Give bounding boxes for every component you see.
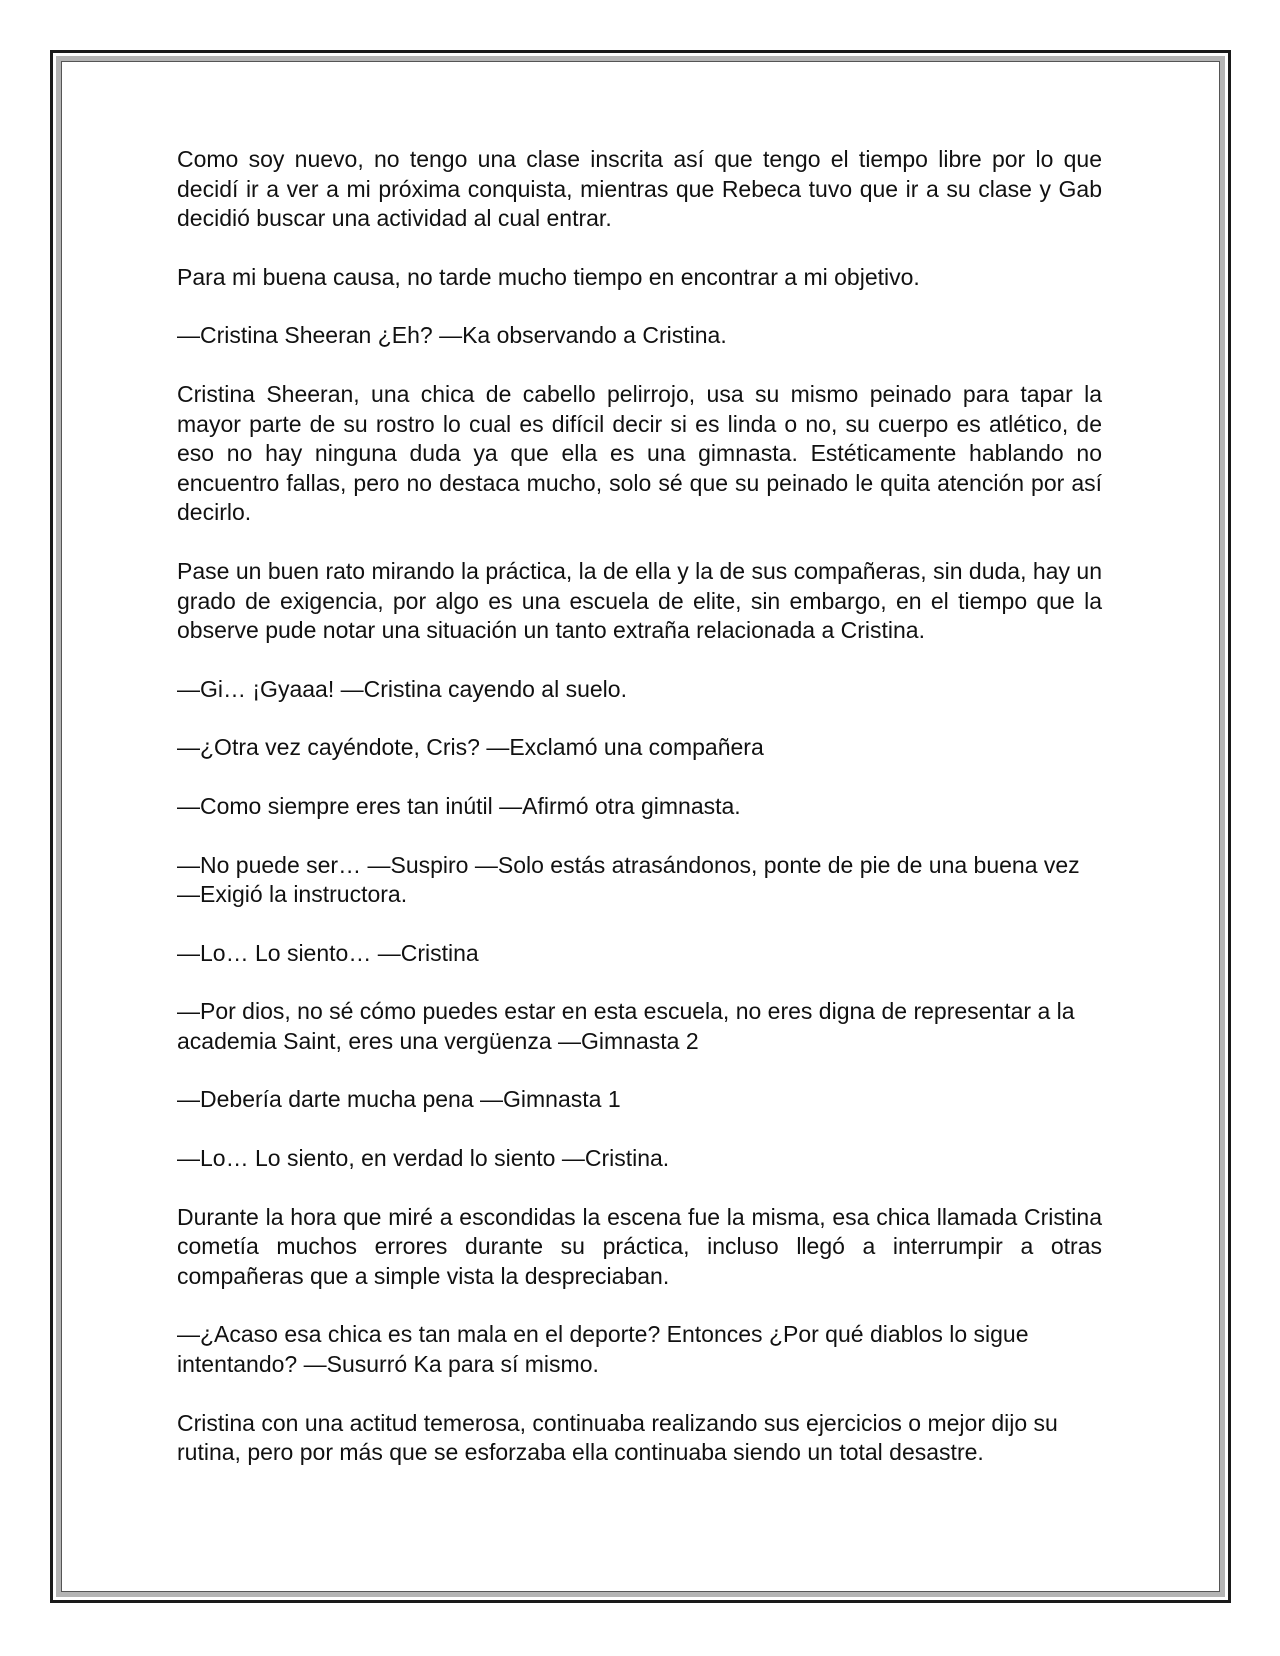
dialogue-line: —Lo… Lo siento… —Cristina <box>177 939 479 966</box>
dialogue-line: —Cristina Sheeran ¿Eh? —Ka observando a Cristina. <box>177 322 727 349</box>
dialogue-line: —Gi… ¡Gyaaa! —Cristina cayendo al suelo. <box>177 675 627 702</box>
paragraph-4: Cristina Sheeran, una chica de cabello pelirrojo, usa su mismo peinado para tapar la mayor parte de su rostro lo cual es difícil decir si es linda o no, su cuerpo es atlético, de eso no hay ninguna duda ya que ella es una gimnasta. Estéticamente hablando no encuentro fallas, pero no destaca mucho, solo sé que su peinado le quita atención por así decirlo. <box>177 380 1102 526</box>
paragraph-16: Cristina con una actitud temerosa, continuaba realizando sus ejercicios o mejor dijo su rutina, pero por más que se esforzaba ella continuaba siendo un total desastre. <box>177 1409 1058 1466</box>
dialogue-line: —Debería darte mucha pena —Gimnasta 1 <box>177 1086 621 1113</box>
paragraph-14: Durante la hora que miré a escondidas la escena fue la misma, esa chica llamada Cristina cometía muchos errores durante su práctica, incluso llegó a interrumpir a otras compañeras que a simple vista la despreciaban. <box>177 1203 1102 1289</box>
dialogue-line: —Como siempre eres tan inútil —Afirmó otra gimnasta. <box>177 792 741 819</box>
paragraph-1: Como soy nuevo, no tengo una clase inscrita así que tengo el tiempo libre por lo que decidí ir a ver a mi próxima conquista, mientras que Rebeca tuvo que ir a su clase y Gab decidió buscar una actividad al cual entrar. <box>177 146 1102 232</box>
dialogue-line: —¿Otra vez cayéndote, Cris? —Exclamó una compañera <box>177 734 764 761</box>
document-body <box>177 145 1102 1497</box>
paragraph-2: Para mi buena causa, no tarde mucho tiempo en encontrar a mi objetivo. <box>177 263 920 290</box>
dialogue-line: —Lo… Lo siento, en verdad lo siento —Cristina. <box>177 1145 670 1172</box>
dialogue-line: —¿Acaso esa chica es tan mala en el deporte? Entonces ¿Por qué diablos lo sigue intentando? —Susurró Ka para sí mismo. <box>177 1321 1029 1378</box>
paragraph-5: Pase un buen rato mirando la práctica, la de ella y la de sus compañeras, sin duda, hay un grado de exigencia, por algo es una escuela de elite, sin embargo, en el tiempo que la observe pude notar una situación un tanto extraña relacionada a Cristina. <box>177 557 1102 644</box>
dialogue-line: —Por dios, no sé cómo puedes estar en esta escuela, no eres digna de representar a la academia Saint, eres una vergüenza —Gimnasta 2 <box>177 998 1075 1054</box>
dialogue-line: —No puede ser… —Suspiro —Solo estás atrasándonos, ponte de pie de una buena vez —Exigió la instructora. <box>177 851 1080 908</box>
